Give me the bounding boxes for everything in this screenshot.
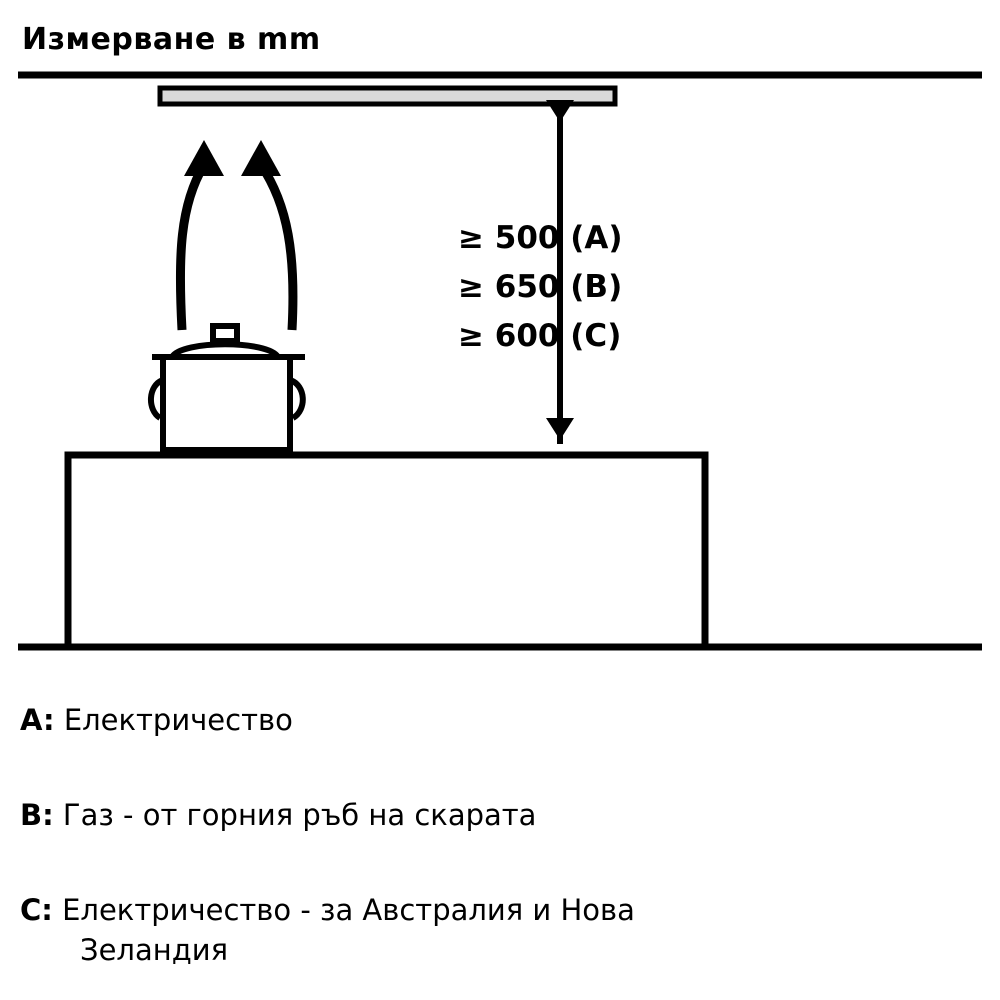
hood-body	[160, 88, 615, 104]
page-title: Измерване в mm	[22, 22, 321, 57]
dimension-label-a: ≥ 500 (A)	[458, 220, 623, 256]
legend-text-a: Електричество	[63, 703, 293, 737]
legend-text-c-line2: Зеландия	[80, 933, 229, 968]
dimension-label-b: ≥ 650 (B)	[458, 268, 623, 305]
cooking-pot	[151, 326, 305, 450]
airflow-arrows	[180, 165, 293, 330]
airflow-arrowhead-left	[184, 140, 224, 176]
airflow-arrowhead-right	[241, 140, 281, 176]
legend-text-b: Газ - от горния ръб на скарата	[62, 798, 537, 832]
legend-key-a: A:	[20, 703, 55, 737]
legend-text-c: Електричество - за Австралия и Нова	[62, 893, 635, 927]
legend-key-b: B:	[20, 798, 54, 832]
cooktop-counter	[68, 455, 705, 647]
dimension-labels	[458, 214, 623, 361]
legend-item-b	[20, 795, 536, 835]
dimension-label-c: ≥ 600 (C)	[458, 317, 622, 354]
legend-item-c	[20, 890, 635, 970]
legend-key-c: C:	[20, 893, 53, 927]
legend-item-a	[20, 700, 293, 740]
